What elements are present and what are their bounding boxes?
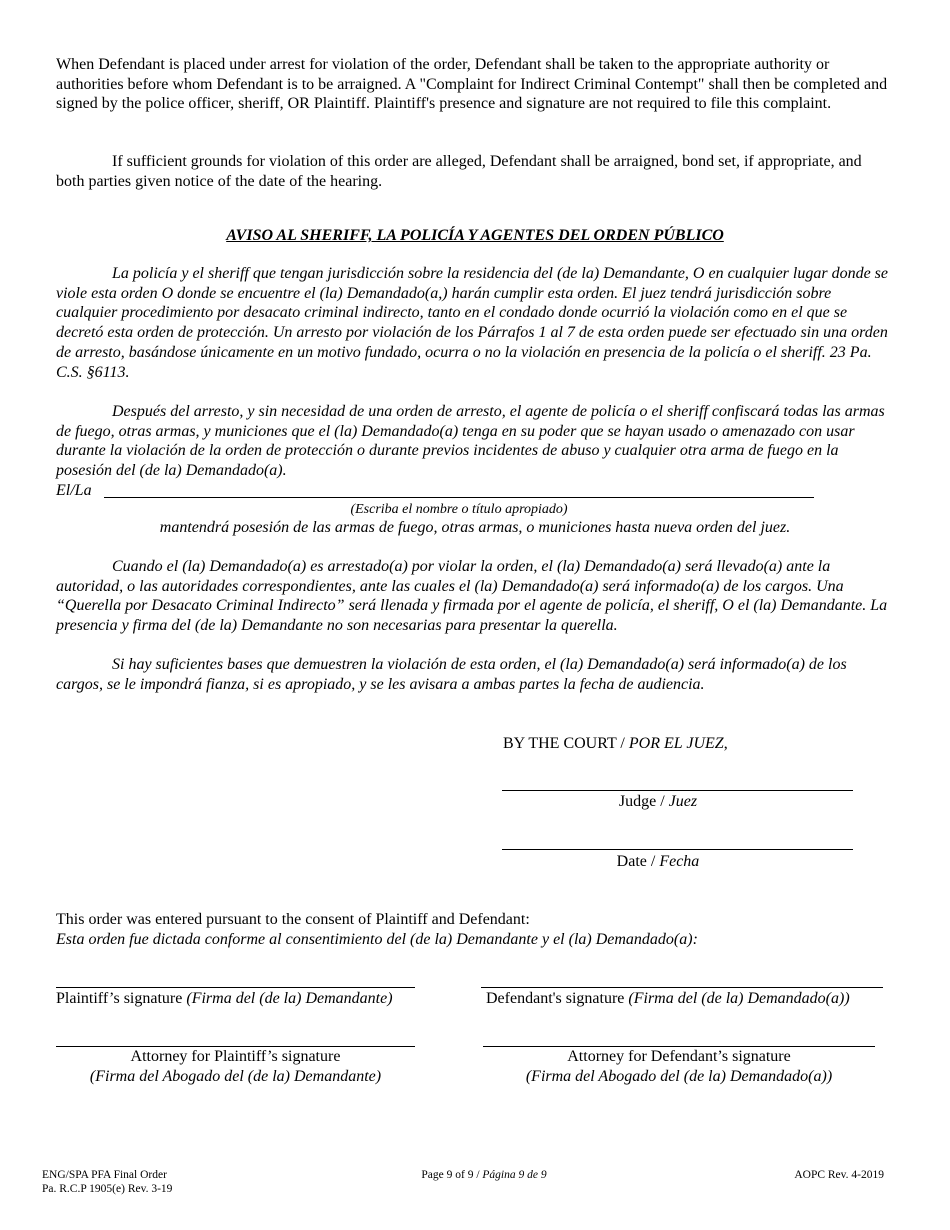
defendant-signature-line[interactable] [481, 987, 883, 988]
by-the-court: BY THE COURT / POR EL JUEZ, [503, 735, 728, 752]
plaintiff-signature-line[interactable] [56, 987, 415, 988]
plaintiff-signature-label: Plaintiff’s signature (Firma del (de la) Demandante) [56, 990, 393, 1007]
paragraph-grounds-es: Si hay suficientes bases que demuestren la violación de esta orden, el (la) Demandado(a) será informado(a) de los cargos, se le impondrá fianza, si es apropiado, y se les avisara a ambas partes la fecha de audiencia. [56, 656, 847, 693]
date-signature-line[interactable] [502, 849, 853, 850]
paragraph-jurisdiction-es: La policía y el sheriff que tengan jurisdicción sobre la residencia del (de la) Demandante, O en cualquier lugar donde se viole esta orden O donde se encuentre el (la) Demandado(a,) harán cumplir esta orden. El juez tendrá jurisdicción sobre cualquier procedimiento por desacato criminal indirecto, tanto en el condado donde ocurrió la violación como en el que se decretó esta orden de protección. Un arresto por violación de los Párrafos 1 al 7 de esta orden puede ser efectuado sin una orden de arresto, basándose únicamente en un motivo fundado, ocurra o no la violación en presencia de la policía o el sheriff. 23 Pa. C.S. §6113. [56, 265, 889, 381]
paragraph-arrest-es: Cuando el (la) Demandado(a) es arrestado(a) por violar la orden, el (la) Demandado(a) será llevado(a) ante la autoridad, o las autoridades correspondientes, ante las cuales el (la) Demandado(a) será informado(a) de los cargos. Una “Querella por Desacato Criminal Indirecto” será llenada y firmada por el agente de policía, el sheriff, O el (la) Demandante. La presencia y firma del (de la) Demandante no son necesarias para presentar la querella. [56, 558, 888, 635]
consent-statement-en: This order was entered pursuant to the consent of Plaintiff and Defendant: [56, 911, 530, 928]
footer-rule: Pa. R.C.P 1905(e) Rev. 3-19 [42, 1183, 173, 1195]
judge-label: Judge / Juez [618, 793, 698, 810]
judge-signature-line[interactable] [502, 790, 853, 791]
attorney-defendant-label: Attorney for Defendant’s signature [567, 1048, 791, 1065]
footer-revision: AOPC Rev. 4-2019 [794, 1169, 884, 1181]
paragraph-arrest-en: When Defendant is placed under arrest for violation of the order, Defendant shall be taken to the appropriate authority or authorities before whom Defendant is to be arraigned. A "Complaint for Indirect Criminal Contempt" shall then be completed and signed by the police officer, sheriff, OR Plaintiff. Plaintiff's presence and signature are not required to file this complaint. [56, 56, 888, 113]
notice-heading: AVISO AL SHERIFF, LA POLICÍA Y AGENTES DEL ORDEN PÚBLICO [226, 227, 724, 244]
name-title-caption: (Escriba el nombre o título apropiado) [350, 502, 568, 517]
date-label: Date / Fecha [616, 853, 700, 870]
name-title-field[interactable] [104, 497, 814, 498]
paragraph-grounds-en: If sufficient grounds for violation of this order are alleged, Defendant shall be arraigned, bond set, if appropriate, and both parties given notice of the date of the hearing. [56, 153, 862, 190]
attorney-defendant-label-es: (Firma del Abogado del (de la) Demandado(a)) [525, 1068, 833, 1085]
el-la-label: El/La [56, 482, 92, 499]
paragraph-firearms-es: Después del arresto, y sin necesidad de una orden de arresto, el agente de policía o el sheriff confiscará todas las armas de fuego, otras armas, y municiones que el (la) Demandado(a) tenga en su poder que se hayan usado o amenazado con usar durante la violación de la orden de protección o durante previos incidentes de abuso y cualquier otra arma de fuego en la posesión del (de la) Demandado(a). [56, 403, 885, 480]
footer-page-number: Page 9 of 9 / Página 9 de 9 [421, 1169, 547, 1181]
possession-line: mantendrá posesión de las armas de fuego, otras armas, o municiones hasta nueva orden del juez. [159, 519, 791, 536]
attorney-plaintiff-label: Attorney for Plaintiff’s signature [130, 1048, 341, 1065]
defendant-signature-label: Defendant's signature (Firma del (de la) Demandado(a)) [486, 990, 850, 1007]
consent-statement-es: Esta orden fue dictada conforme al consentimiento del (de la) Demandante y el (la) Demandado(a): [56, 931, 698, 948]
footer-form-name: ENG/SPA PFA Final Order [42, 1169, 167, 1181]
attorney-plaintiff-label-es: (Firma del Abogado del (de la) Demandante) [89, 1068, 382, 1085]
